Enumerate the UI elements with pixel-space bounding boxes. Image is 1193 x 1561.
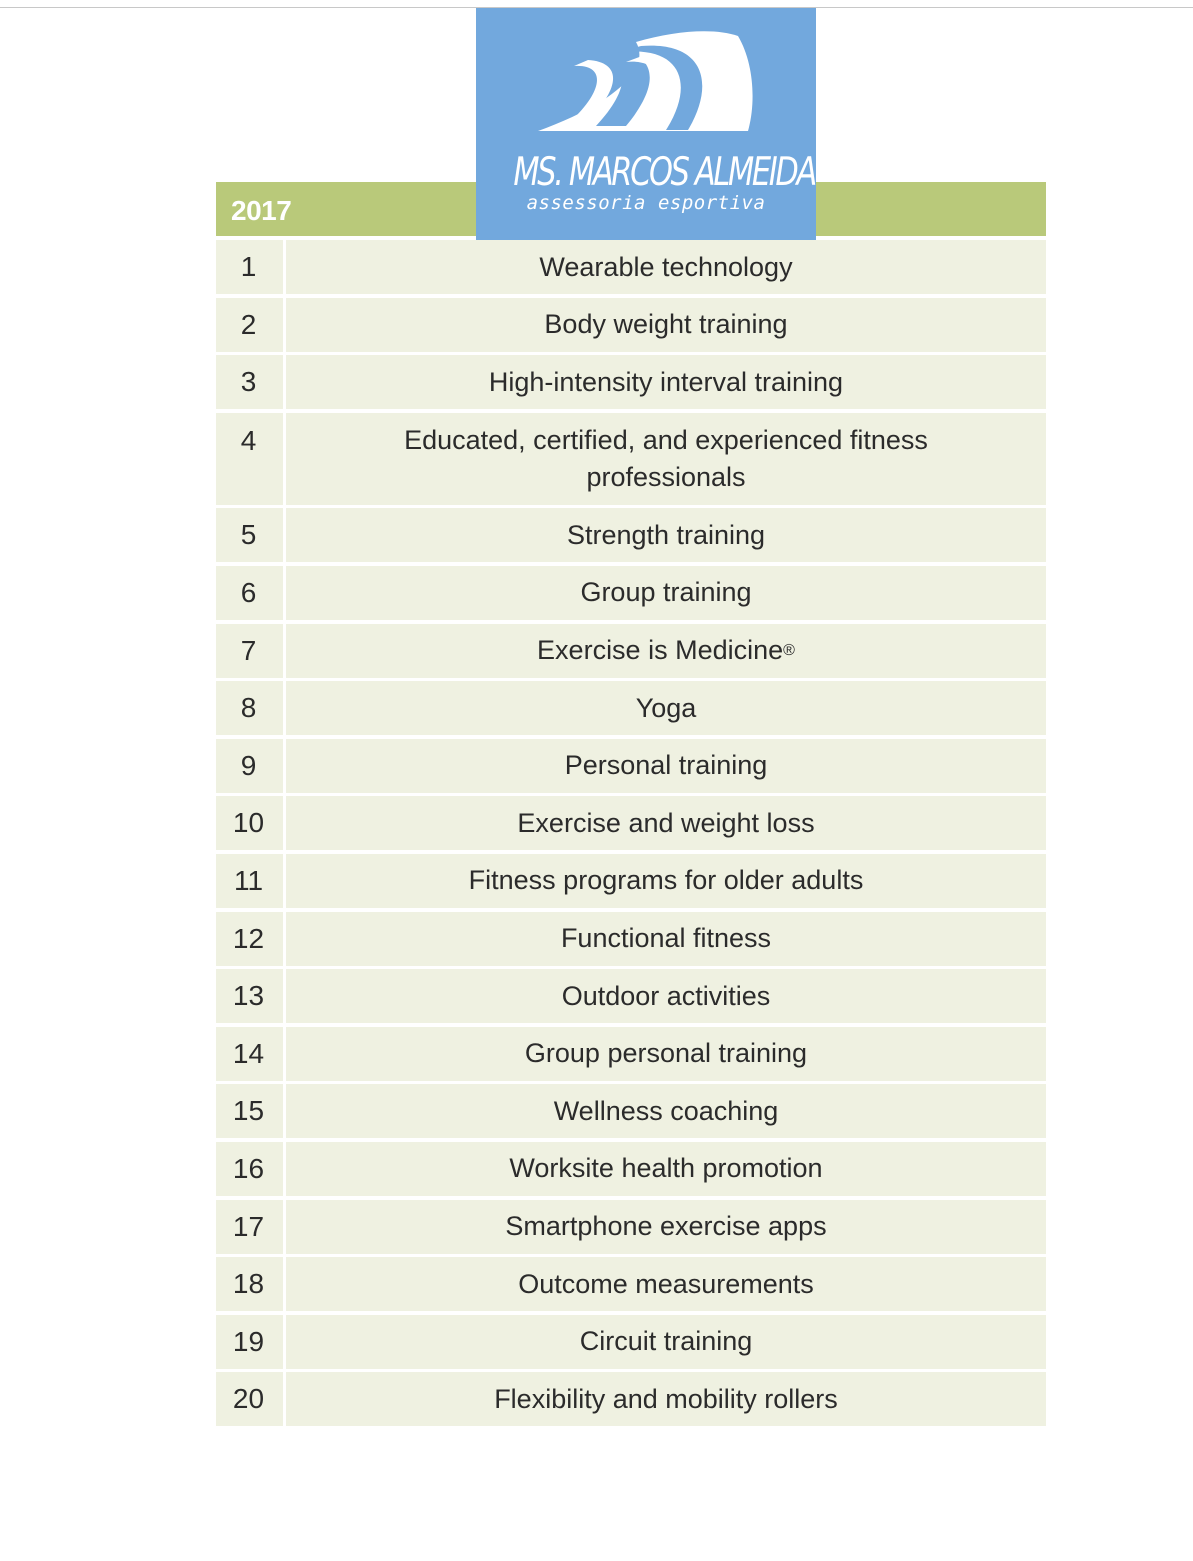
table-row [216,912,1046,966]
table-row [216,508,1046,562]
rank-cell: 16 [216,1142,283,1196]
table-row [216,1372,1046,1426]
rank-cell: 10 [216,796,283,850]
rank-cell: 11 [216,854,283,908]
brand-logo [476,8,816,240]
table-row [216,1027,1046,1081]
table-row [216,1257,1046,1311]
trend-cell: Functional fitness [286,912,1046,966]
rank-cell: 5 [216,508,283,562]
trend-cell: Wellness coaching [286,1084,1046,1138]
table-row [216,739,1046,793]
rank-cell: 19 [216,1315,283,1369]
table-row [216,1142,1046,1196]
table-row [216,413,1046,505]
trend-cell: Outdoor activities [286,969,1046,1023]
rank-cell: 18 [216,1257,283,1311]
table-row [216,298,1046,352]
trend-cell: Group training [286,566,1046,620]
table-row [216,969,1046,1023]
table-row [216,624,1046,678]
logo-tagline: assessoria esportiva [526,192,766,214]
table-row [216,681,1046,735]
trend-cell: Strength training [286,508,1046,562]
trend-cell [286,624,1046,678]
trend-cell: Body weight training [286,298,1046,352]
rank-cell: 20 [216,1372,283,1426]
rank-cell: 14 [216,1027,283,1081]
rank-cell: 4 [216,413,283,505]
trend-cell: Educated, certified, and experienced fitness professionals [286,413,1046,505]
table-row [216,854,1046,908]
rank-cell: 6 [216,566,283,620]
trend-cell: Flexibility and mobility rollers [286,1372,1046,1426]
trend-cell: Smartphone exercise apps [286,1200,1046,1254]
table-row [216,796,1046,850]
rank-cell: 8 [216,681,283,735]
trend-cell: Worksite health promotion [286,1142,1046,1196]
table-row [216,566,1046,620]
table-row [216,1315,1046,1369]
rank-cell: 13 [216,969,283,1023]
trend-cell: Group personal training [286,1027,1046,1081]
trend-cell: Wearable technology [286,240,1046,294]
rank-cell: 17 [216,1200,283,1254]
logo-name: MS. MARCOS ALMEIDA [513,150,815,195]
registered-mark: ® [783,642,795,660]
rank-cell: 15 [216,1084,283,1138]
table-body [216,240,1046,1426]
rank-cell: 2 [216,298,283,352]
trend-cell: Fitness programs for older adults [286,854,1046,908]
table-row [216,355,1046,409]
trends-table [216,182,1046,1430]
trend-label: Exercise is Medicine [537,635,784,666]
trend-cell: High-intensity interval training [286,355,1046,409]
road-swoosh-icon [476,8,816,148]
rank-cell: 7 [216,624,283,678]
table-row [216,240,1046,294]
rank-cell: 3 [216,355,283,409]
trend-cell: Personal training [286,739,1046,793]
table-row [216,1200,1046,1254]
rank-cell: 12 [216,912,283,966]
header-year: 2017 [231,195,292,226]
rank-cell: 9 [216,739,283,793]
trend-cell: Yoga [286,681,1046,735]
trend-cell: Exercise and weight loss [286,796,1046,850]
trend-cell: Circuit training [286,1315,1046,1369]
trend-cell: Outcome measurements [286,1257,1046,1311]
table-row [216,1084,1046,1138]
rank-cell: 1 [216,240,283,294]
